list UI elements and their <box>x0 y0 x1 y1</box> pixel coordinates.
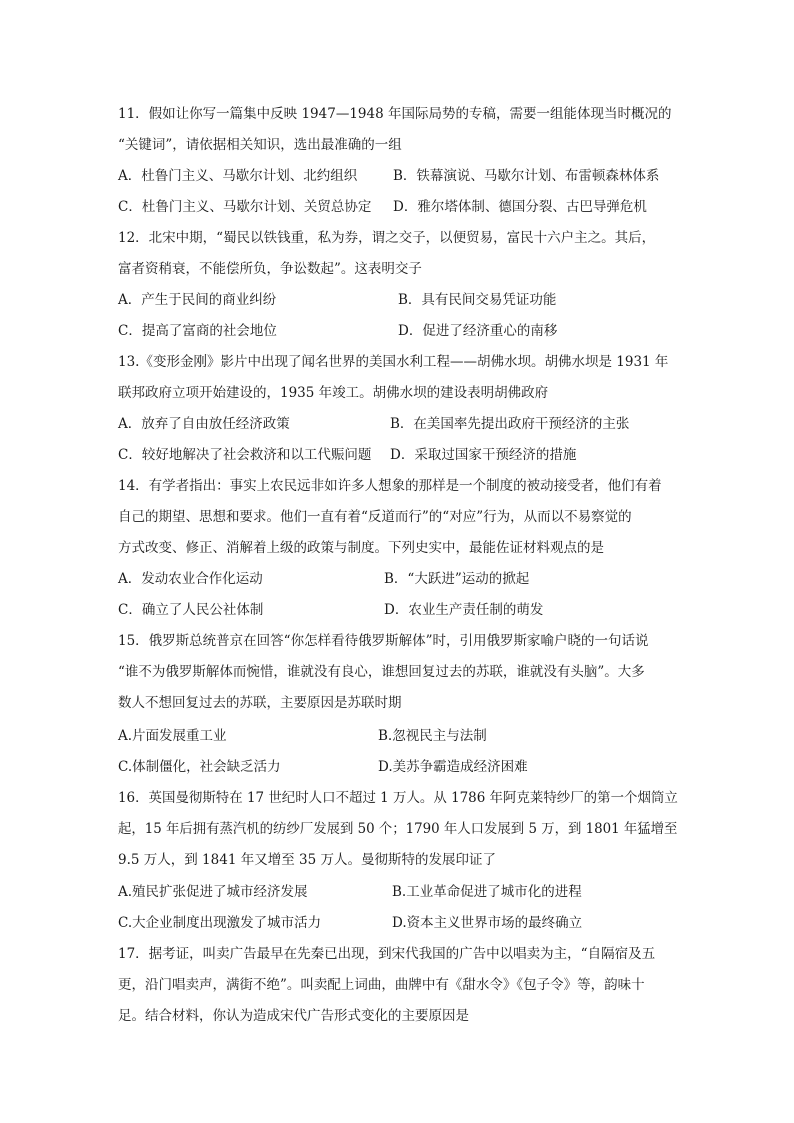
q17-stem-line-2: 更，沿门唱卖声，满街不绝”。叫卖配上词曲，曲牌中有《甜水令》《包子令》等，韵味十 <box>118 977 645 993</box>
q13-option-d: D．采取过国家干预经济的措施 <box>390 447 577 463</box>
q15-option-a: A.片面发展重工业 <box>118 728 227 744</box>
q14-option-a: A．发动农业合作化运动 <box>118 571 263 587</box>
q15-option-c: C.体制僵化，社会缺乏活力 <box>118 759 281 775</box>
q15-stem-line-3: 数人不想回复过去的苏联，主要原因是苏联时期 <box>118 695 402 711</box>
q17-stem-line-1: 17．据考证，叫卖广告最早在先秦已出现，到宋代我国的广告中以唱卖为主，“自隔宿及五 <box>118 946 656 962</box>
q13-stem-line-2: 联邦政府立项开始建设的，1935 年竣工。胡佛水坝的建设表明胡佛政府 <box>118 385 549 401</box>
q15-option-b: B.忽视民主与法制 <box>378 728 487 744</box>
q11-option-c: C．杜鲁门主义、马歇尔计划、关贸总协定 <box>118 199 372 215</box>
q11-option-a: A．杜鲁门主义、马歇尔计划、北约组织 <box>118 168 358 184</box>
q16-stem-line-1: 16．英国曼彻斯特在 17 世纪时人口不超过 1 万人。从 1786 年阿克莱特纱厂的第一个烟筒立 <box>118 790 678 806</box>
q13-option-a: A．放弃了自由放任经济政策 <box>118 416 290 432</box>
q14-option-c: C．确立了人民公社体制 <box>118 602 264 618</box>
q16-stem-line-2: 起，15 年后拥有蒸汽机的纺纱厂发展到 50 个；1790 年人口发展到 5 万，到 1801 年猛增至 <box>118 821 678 837</box>
q12-option-d: D．促进了经济重心的南移 <box>398 323 558 339</box>
q13-option-c: C．较好地解决了社会救济和以工代赈问题 <box>118 447 372 463</box>
q12-option-b: B．具有民间交易凭证功能 <box>398 292 557 308</box>
q16-option-a: A.殖民扩张促进了城市经济发展 <box>118 884 308 900</box>
q11-option-b: B．铁幕演说、马歇尔计划、布雷顿森林体系 <box>393 168 660 184</box>
q15-stem-line-1: 15．俄罗斯总统普京在回答“你怎样看待俄罗斯解体”时，引用俄罗斯家喻户晓的一句话说 <box>118 633 649 649</box>
q16-option-c: C.大企业制度出现激发了城市活力 <box>118 915 322 931</box>
q13-stem-line-1: 13.《变形金刚》影片中出现了闻名世界的美国水利工程——胡佛水坝。胡佛水坝是 1931 年 <box>118 354 669 370</box>
q17-stem-line-3: 足。结合材料，你认为造成宋代广告形式变化的主要原因是 <box>118 1008 469 1024</box>
q12-stem-line-2: 富者资稍衰，不能偿所负，争讼数起”。这表明交子 <box>118 261 422 277</box>
q16-stem-line-3: 9.5 万人，到 1841 年又增至 35 万人。曼彻斯特的发展印证了 <box>118 852 496 868</box>
q12-option-a: A．产生于民间的商业纠纷 <box>118 292 277 308</box>
q16-option-d: D.资本主义世界市场的最终确立 <box>392 915 583 931</box>
q11-stem-line-2: “关键词”，请依据相关知识，选出最准确的一组 <box>118 137 402 153</box>
q12-stem-line-1: 12．北宋中期，“蜀民以铁钱重，私为券，谓之交子，以便贸易，富民十六户主之。其后， <box>118 230 656 246</box>
q16-option-b: B.工业革命促进了城市化的进程 <box>392 884 582 900</box>
q11-option-d: D．雅尔塔体制、德国分裂、古巴导弹危机 <box>393 199 647 215</box>
q14-option-b: B．“大跃进”运动的掀起 <box>384 571 530 587</box>
q14-stem-line-1: 14．有学者指出：事实上农民远非如许多人想象的那样是一个制度的被动接受者，他们有着 <box>118 478 662 494</box>
q15-option-d: D.美苏争霸造成经济困难 <box>378 759 528 775</box>
q14-option-d: D．农业生产责任制的萌发 <box>384 602 544 618</box>
q15-stem-line-2: “谁不为俄罗斯解体而惋惜，谁就没有良心，谁想回复过去的苏联，谁就没有头脑”。大多 <box>118 664 645 680</box>
q12-option-c: C．提高了富商的社会地位 <box>118 323 277 339</box>
q14-stem-line-2: 自己的期望、思想和要求。他们一直有着“反道而行”的“对应”行为，从而以不易察觉的 <box>118 509 632 525</box>
q11-stem-line-1: 11．假如让你写一篇集中反映 1947—1948 年国际局势的专稿，需要一组能体现当时概况的 <box>118 106 672 122</box>
q14-stem-line-3: 方式改变、修正、消解着上级的政策与制度。下列史实中，最能佐证材料观点的是 <box>118 540 604 556</box>
q13-option-b: B．在美国率先提出政府干预经济的主张 <box>390 416 630 432</box>
